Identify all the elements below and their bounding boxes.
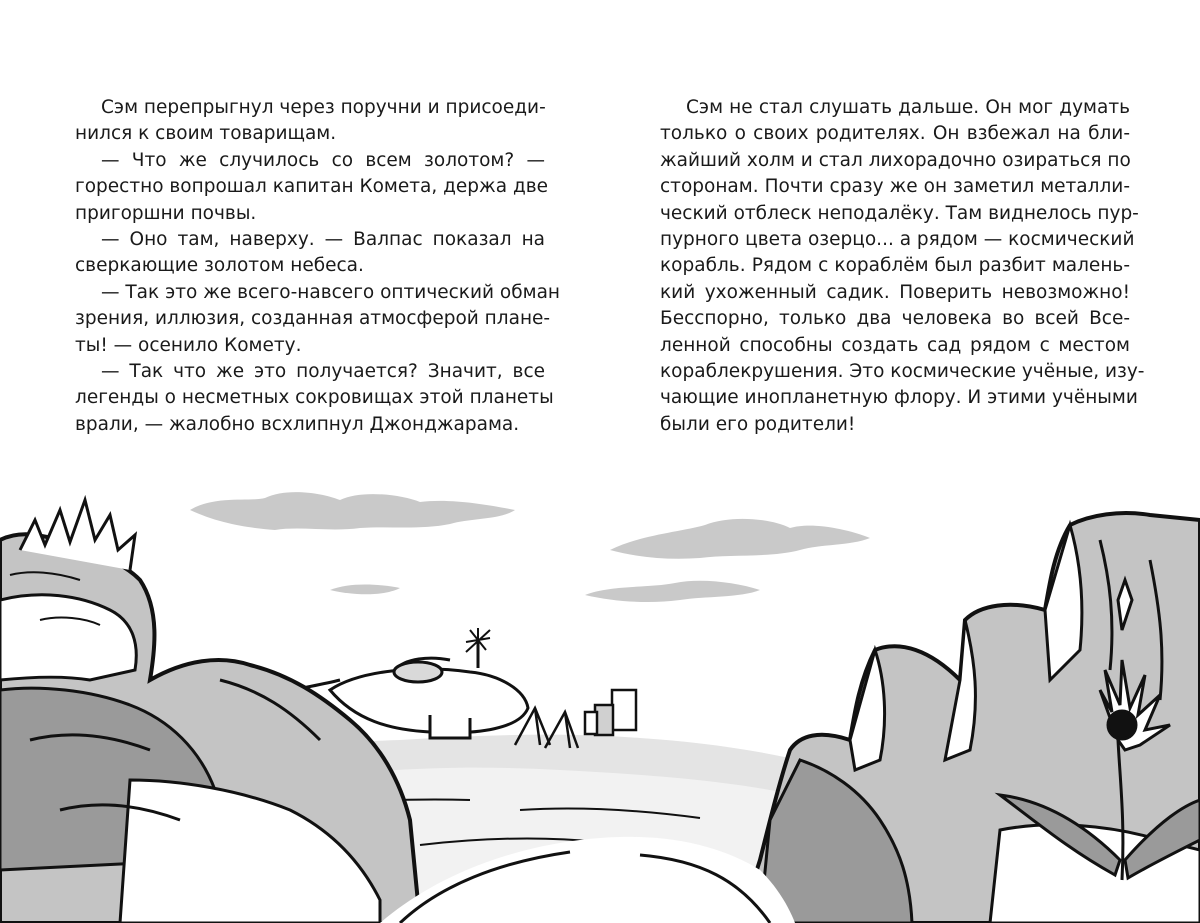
text-line: — Так что же это получается? Значит, все <box>101 361 545 383</box>
right-page-text <box>660 95 1145 438</box>
cloud-4 <box>330 585 400 595</box>
text-line: врали, — жалобно всхлипнул Джонджарама. <box>75 413 520 435</box>
text-line: только о своих родителях. Он взбежал на бли- <box>660 123 1130 145</box>
text-line: Сэм перепрыгнул через поручни и присоеди- <box>101 97 546 118</box>
text-line: ты! — осенило Комету. <box>75 334 302 356</box>
text-line: пурного цвета озерцо... а рядом — космический <box>660 229 1135 251</box>
text-line: Сэм не стал слушать дальше. Он мог думать <box>686 97 1130 118</box>
text-line: легенды о несметных сокровищах этой планеты <box>75 387 554 409</box>
text-line: — Что же случилось со всем золотом? — <box>101 149 545 171</box>
cloud-3 <box>585 581 760 602</box>
text-line: жайший холм и стал лихорадочно озираться по <box>660 149 1131 171</box>
cloud-1 <box>190 492 515 530</box>
text-line: сверкающие золотом небеса. <box>75 255 364 277</box>
cloud-layer <box>190 492 870 602</box>
text-line: ческий отблеск неподалёку. Там виднелось пур- <box>660 202 1139 224</box>
text-line: ленной способны создать сад рядом с местом <box>660 334 1130 356</box>
text-line: горестно вопрошал капитан Комета, держа две <box>75 176 549 198</box>
text-line: корабль. Рядом с кораблём был разбит малень- <box>660 255 1130 277</box>
text-line: сторонам. Почти сразу же он заметил металли- <box>660 176 1130 198</box>
cloud-2 <box>610 519 870 559</box>
text-line: пригоршни почвы. <box>75 202 257 224</box>
text-line: — Оно там, наверху. — Валпас показал на <box>101 229 545 251</box>
landscape-illustration <box>0 480 1200 923</box>
text-line: — Так это же всего-навсего оптический обман <box>101 281 561 303</box>
text-line: кораблекрушения. Это космические учёные, изу- <box>660 361 1145 383</box>
text-line: чающие инопланетную флору. И этими учёными <box>660 387 1138 409</box>
text-line: были его родители! <box>660 413 856 435</box>
text-line: Бесспорно, только два человека во всей Все- <box>660 308 1130 330</box>
left-page-text <box>75 95 561 438</box>
text-line: кий ухоженный садик. Поверить невозможно! <box>660 281 1130 303</box>
text-line: зрения, иллюзия, созданная атмосферой плане- <box>75 308 551 330</box>
text-line: нился к своим товарищам. <box>75 123 337 145</box>
towers <box>585 690 636 735</box>
